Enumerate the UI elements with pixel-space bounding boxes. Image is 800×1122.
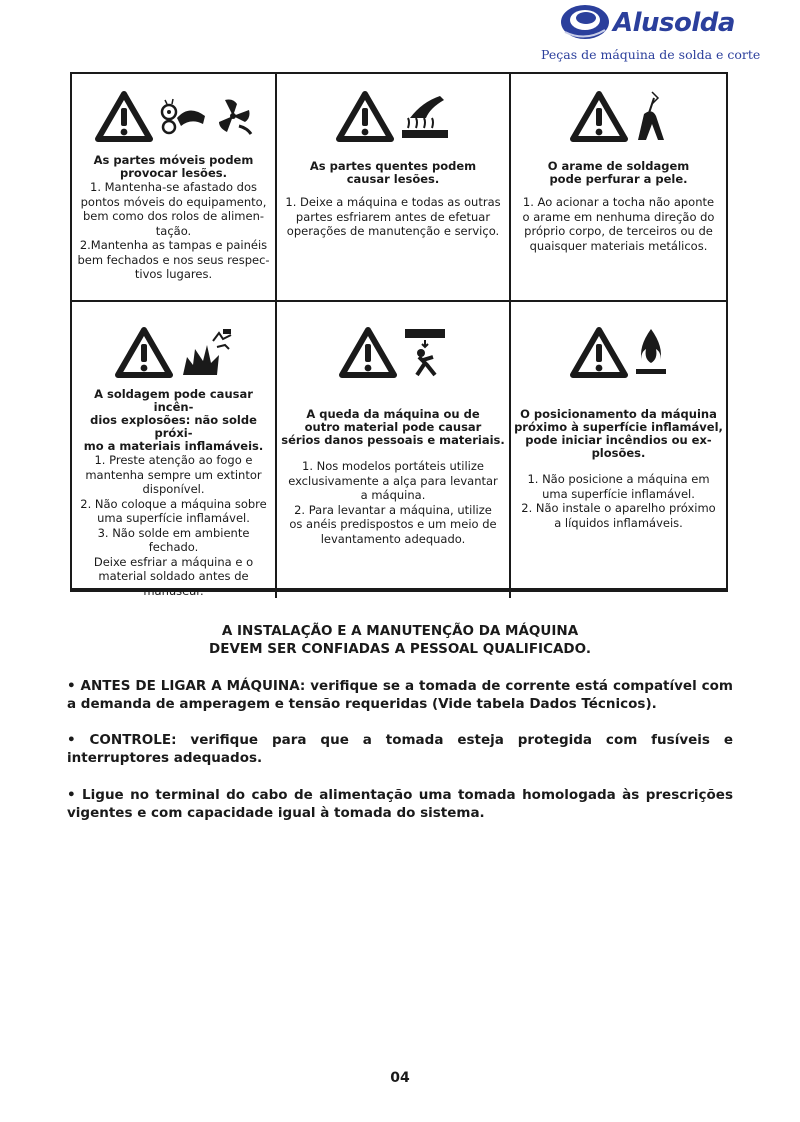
warning-triangle-icon xyxy=(339,326,397,378)
safety-warnings-table xyxy=(70,72,728,598)
warning-cell-fire-explosion xyxy=(72,302,277,598)
hand-roller-pinch-icon xyxy=(159,96,207,136)
warning-icons xyxy=(339,324,447,380)
warning-triangle-icon xyxy=(115,326,173,378)
warning-title: O posicionamento da máquina próximo à superfície inflamável, pode iniciar incêndios ou ex- plosões. xyxy=(514,407,723,460)
brand-logo xyxy=(541,2,761,64)
warning-icons xyxy=(95,88,253,144)
hand-fan-icon xyxy=(213,96,253,136)
warning-triangle-icon xyxy=(336,90,394,142)
warning-icons xyxy=(115,324,233,380)
section-heading: A INSTALAÇÃO E A MANUTENÇÃO DA MÁQUINA DEVEM SER CONFIADAS A PESSOAL QUALIFICADO. xyxy=(209,623,591,657)
warning-cell-moving-parts xyxy=(72,74,277,302)
warning-title: A queda da máquina ou de outro material pode causar sérios danos pessoais e materiais. xyxy=(281,407,505,447)
warning-triangle-icon xyxy=(570,90,628,142)
warning-cell-falling-load xyxy=(277,302,511,598)
brand-tagline: Peças de máquina de solda e corte xyxy=(541,47,761,62)
wire-puncture-hand-icon xyxy=(634,90,668,142)
warning-cell-welding-wire xyxy=(511,74,726,302)
warning-body: 1. Não posicione a máquina em uma superfície inflamável. 2. Não instale o aparelho próximo a líquidos inflamáveis. xyxy=(521,472,716,530)
flame-icon xyxy=(634,327,668,377)
page-number: 04 xyxy=(390,1070,410,1086)
warning-title: As partes móveis podem provocar lesões. xyxy=(93,153,254,180)
warning-body: 1. Mantenha-se afastado dos pontos móveis do equipamento, bem como dos rolos de alimen- tação. 2.Mantenha as tampas e painéis bem fechados e nos seus respec- tivos lugares. xyxy=(77,180,270,281)
instruction-paragraph: • Ligue no terminal do cabo de alimentação uma tomada homologada às prescrições vigentes e com capacidade igual à tomada do sistema. xyxy=(67,787,733,821)
warning-body: 1. Ao acionar a tocha não aponte o arame em nenhuma direção do próprio corpo, de terceiros ou de quaisquer materiais metálicos. xyxy=(522,195,715,253)
warning-cell-hot-parts xyxy=(277,74,511,302)
warning-icons xyxy=(336,88,450,144)
warning-cell-flammable-surface xyxy=(511,302,726,598)
warning-title: A soldagem pode causar incên- dios explosões: não solde próxi- mo a materiais inflamáveis. xyxy=(83,387,264,453)
warning-triangle-icon xyxy=(95,90,153,142)
instruction-paragraph: • CONTROLE: verifique para que a tomada esteja protegida com fusíveis e interruptores adequados. xyxy=(67,732,733,766)
falling-load-icon xyxy=(403,327,447,377)
warning-icons xyxy=(570,324,668,380)
warning-body: 1. Nos modelos portáteis utilize exclusivamente a alça para levantar a máquina. 2. Para levantar a máquina, utilize os anéis predispostos e um meio de levantamento adequado. xyxy=(288,459,498,546)
warning-title: O arame de soldagem pode perfurar a pele. xyxy=(547,159,690,186)
hot-surface-hand-icon xyxy=(400,92,450,140)
brand-name: Alusolda xyxy=(613,8,735,38)
warning-triangle-icon xyxy=(570,326,628,378)
instruction-paragraph: • ANTES DE LIGAR A MÁQUINA: verifique se a tomada de corrente está compatível com a demanda de amperagem e tensão requeridas (Vide tabela Dados Técnicos). xyxy=(67,678,733,712)
warning-icons xyxy=(570,88,668,144)
warning-body: 1. Deixe a máquina e todas as outras partes esfriarem antes de efetuar operações de manutenção e serviço. xyxy=(285,195,501,238)
warning-body: 1. Preste atenção ao fogo e mantenha sempre um extintor disponível. 2. Não coloque a máquina sobre uma superfície inflamável. 3. Não solde em ambiente fechado. Deixe esfriar a máquina e o material soldado antes de manusear. xyxy=(80,453,267,598)
warning-title: As partes quentes podem causar lesões. xyxy=(309,159,477,186)
brand-logo-mark-icon xyxy=(559,2,611,42)
fire-explosion-icon xyxy=(179,327,233,377)
